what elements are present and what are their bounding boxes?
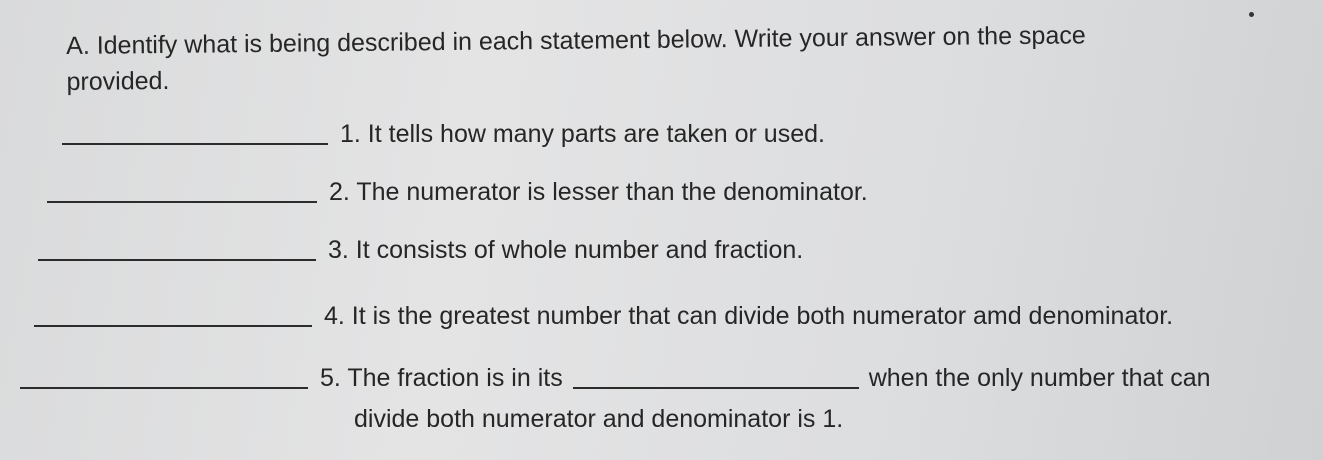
- inline-answer-blank-5[interactable]: [573, 386, 859, 389]
- question-4: [34, 302, 1173, 331]
- question-5: [20, 364, 1211, 393]
- question-3-text: 3. It consists of whole number and fraction.: [328, 236, 804, 264]
- instruction-text: [66, 16, 1217, 101]
- question-2: [47, 178, 868, 207]
- instruction-line-2: provided.: [66, 67, 170, 97]
- answer-blank-3[interactable]: [38, 258, 316, 261]
- answer-blank-1[interactable]: [62, 142, 328, 145]
- question-5-text-before: 5. The fraction is in its: [320, 364, 563, 392]
- question-4-text: 4. It is the greatest number that can divide both numerator amd denominator.: [324, 302, 1174, 330]
- question-1-text: 1. It tells how many parts are taken or used.: [340, 120, 825, 148]
- answer-blank-4[interactable]: [34, 324, 312, 327]
- answer-blank-2[interactable]: [47, 200, 317, 203]
- question-3: [38, 236, 803, 265]
- answer-blank-5[interactable]: [20, 386, 308, 389]
- question-1: [62, 120, 825, 149]
- paper-speck: [1249, 12, 1254, 17]
- question-2-text: 2. The numerator is lesser than the denominator.: [329, 178, 868, 206]
- question-5-continuation: divide both numerator and denominator is 1.: [354, 405, 844, 433]
- question-5-text-after: when the only number that can: [868, 364, 1211, 392]
- instruction-line-1: A. Identify what is being described in each statement below. Write your answer on the space: [66, 21, 1086, 60]
